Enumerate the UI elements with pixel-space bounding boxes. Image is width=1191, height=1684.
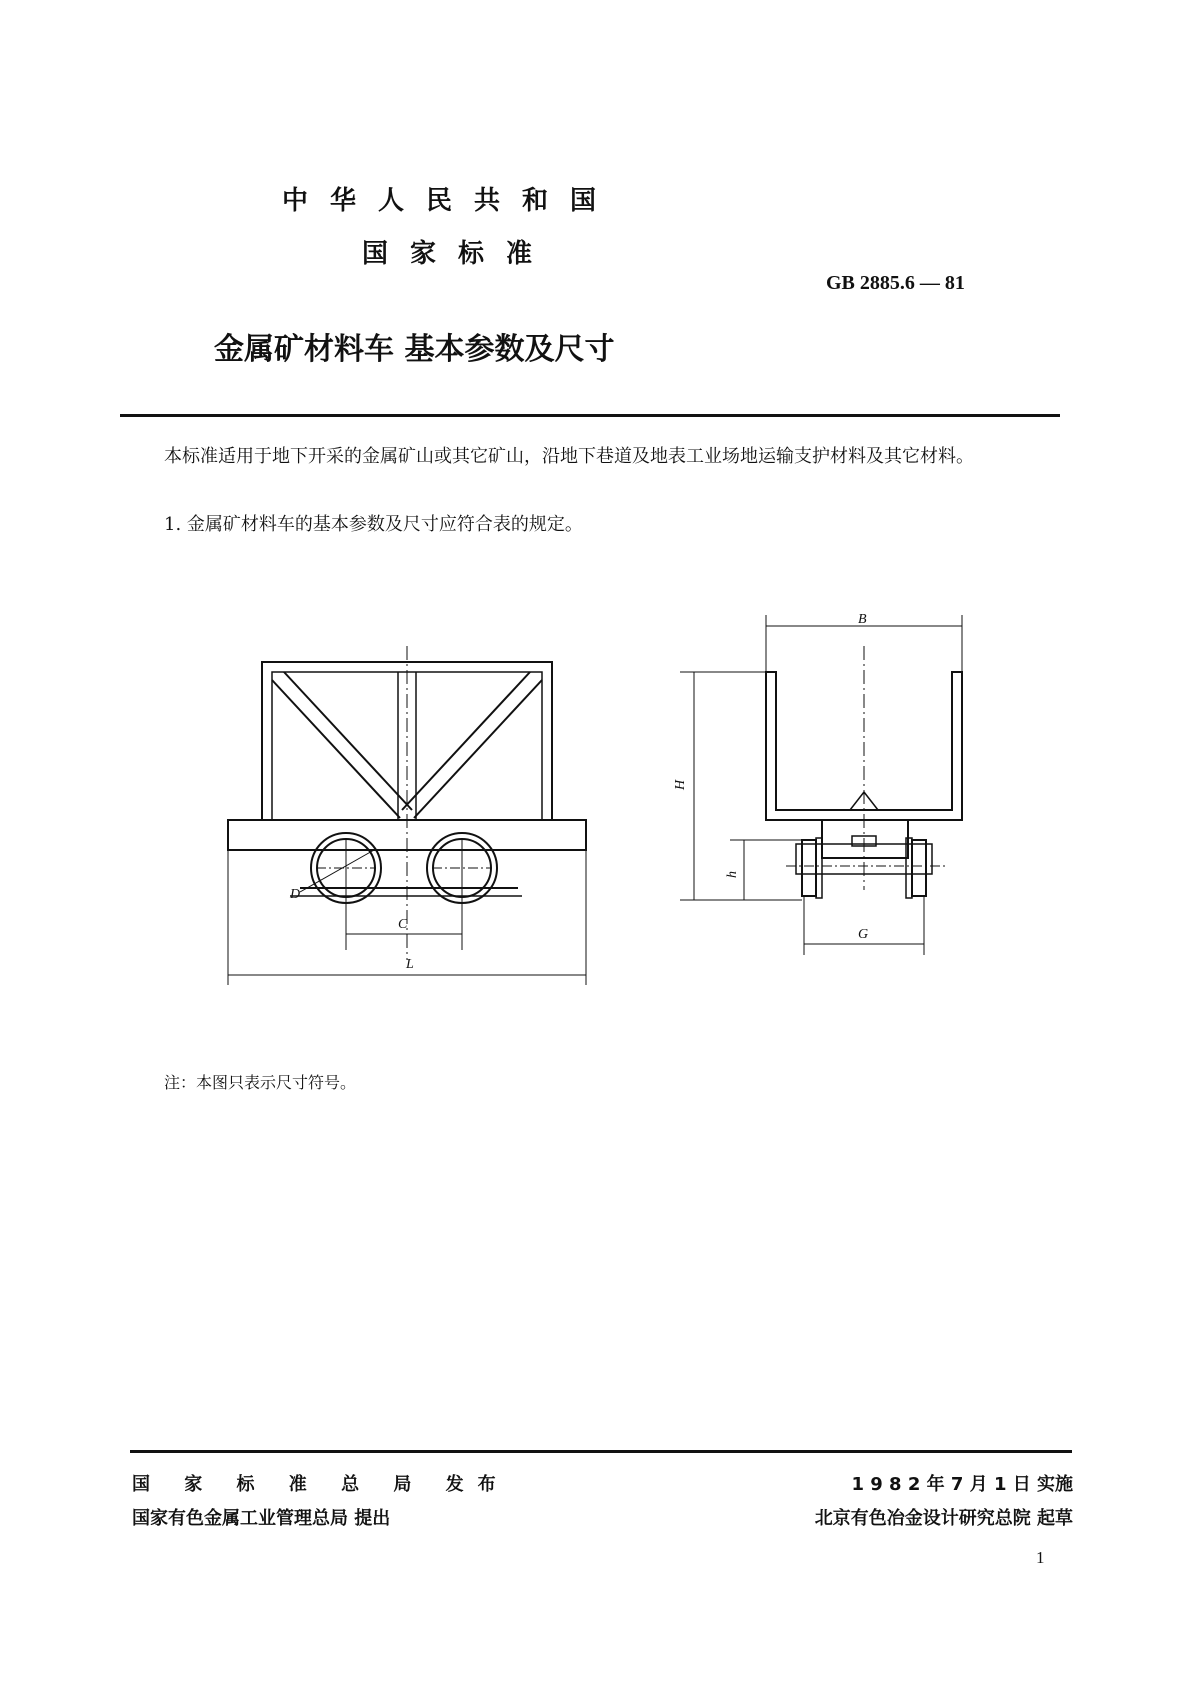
document-title: 金属矿材料车 基本参数及尺寸 xyxy=(214,332,615,367)
label-C: C xyxy=(398,917,408,932)
label-D: D xyxy=(290,887,301,902)
label-B: B xyxy=(858,612,867,627)
effective-date: 1 9 8 2 年 7 月 1 日 实施 xyxy=(851,1474,1073,1495)
axle-housing xyxy=(822,820,908,858)
clause-1: 1. 金属矿材料车的基本参数及尺寸应符合表的规定。 xyxy=(164,514,583,535)
standard-type-heading: 国家标准 xyxy=(362,239,555,269)
proposer: 国家有色金属工业管理总局 提出 xyxy=(132,1508,391,1529)
drafter: 北京有色冶金设计研究总院 起草 xyxy=(814,1508,1073,1529)
footer-divider xyxy=(130,1450,1072,1453)
standard-code: GB 2885.6 — 81 xyxy=(826,272,965,294)
label-L: L xyxy=(406,957,414,972)
wheel-right xyxy=(912,840,926,896)
label-G: G xyxy=(858,927,869,942)
wheel-left xyxy=(802,840,816,896)
country-heading: 中华人民共和国 xyxy=(282,186,619,216)
figure-note: 注：本图只表示尺寸符号。 xyxy=(164,1073,357,1092)
label-h: h xyxy=(725,871,740,878)
page-number: 1 xyxy=(1036,1548,1045,1567)
scope-paragraph: 本标准适用于地下开采的金属矿山或其它矿山，沿地下巷道及地表工业场地运输支护材料及其它材料。 xyxy=(164,446,974,467)
label-H: H xyxy=(673,779,688,790)
issuer: 国 家 标 准 总 局 发布 xyxy=(132,1474,510,1495)
